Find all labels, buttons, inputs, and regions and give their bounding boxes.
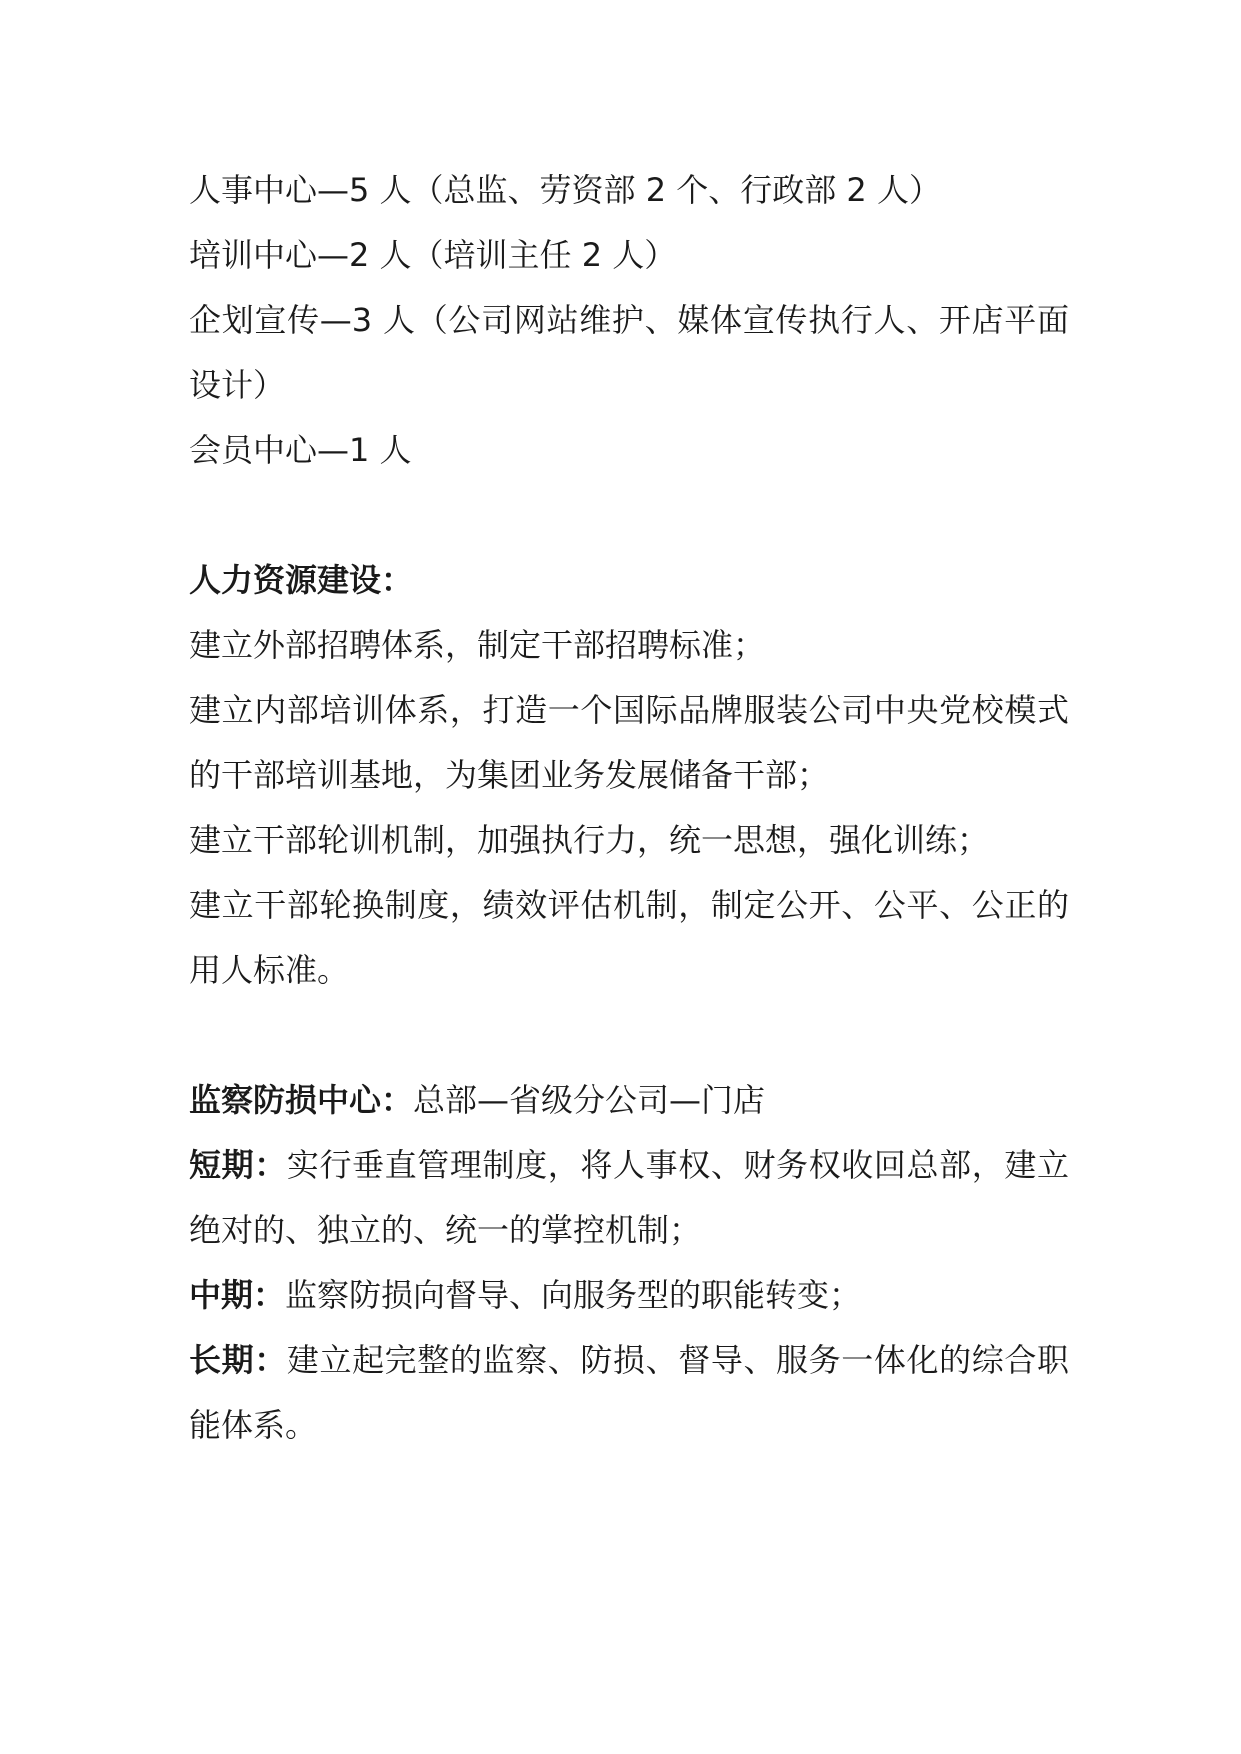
supervision-mid-term [189,1263,1069,1328]
supervision-heading: 监察防损中心： [189,1081,414,1119]
staffing-hr-line: 人事中心—5 人（总监、劳资部 2 个、行政部 2 人） [189,171,941,209]
spacer [189,483,1069,548]
staffing-planning-line: 企划宣传—3 人（公司网站维护、媒体宣传执行人、开店平面设计） [189,301,1069,404]
mid-term-text: 监察防损向督导、向服务型的职能转变； [285,1276,862,1314]
supervision-short-term [189,1133,1069,1263]
supervision-long-term [189,1328,1069,1458]
supervision-heading-line [189,1068,1069,1133]
short-term-text: 实行垂直管理制度，将人事权、财务权收回总部，建立绝对的、独立的、统一的掌控机制； [189,1146,1069,1249]
long-term-text: 建立起完整的监察、防损、督导、服务一体化的综合职能体系。 [189,1341,1069,1444]
spacer [189,1003,1069,1068]
short-term-label: 短期： [189,1146,287,1184]
supervision-structure: 总部—省级分公司—门店 [413,1081,766,1119]
hr-building-item: 建立外部招聘体系，制定干部招聘标准； [189,626,766,664]
hr-building-item: 建立干部轮换制度，绩效评估机制，制定公开、公平、公正的用人标准。 [189,886,1069,989]
hr-building-item: 建立干部轮训机制，加强执行力，统一思想，强化训练； [189,821,990,859]
hr-building-heading: 人力资源建设： [189,561,414,599]
mid-term-label: 中期： [189,1276,286,1314]
staffing-training-line: 培训中心—2 人（培训主任 2 人） [189,236,677,274]
long-term-label: 长期： [189,1341,287,1379]
document-body [189,158,1069,1458]
staffing-member-line: 会员中心—1 人 [189,431,412,469]
hr-building-item: 建立内部培训体系，打造一个国际品牌服装公司中央党校模式的干部培训基地，为集团业务发展储备干部； [189,691,1069,794]
